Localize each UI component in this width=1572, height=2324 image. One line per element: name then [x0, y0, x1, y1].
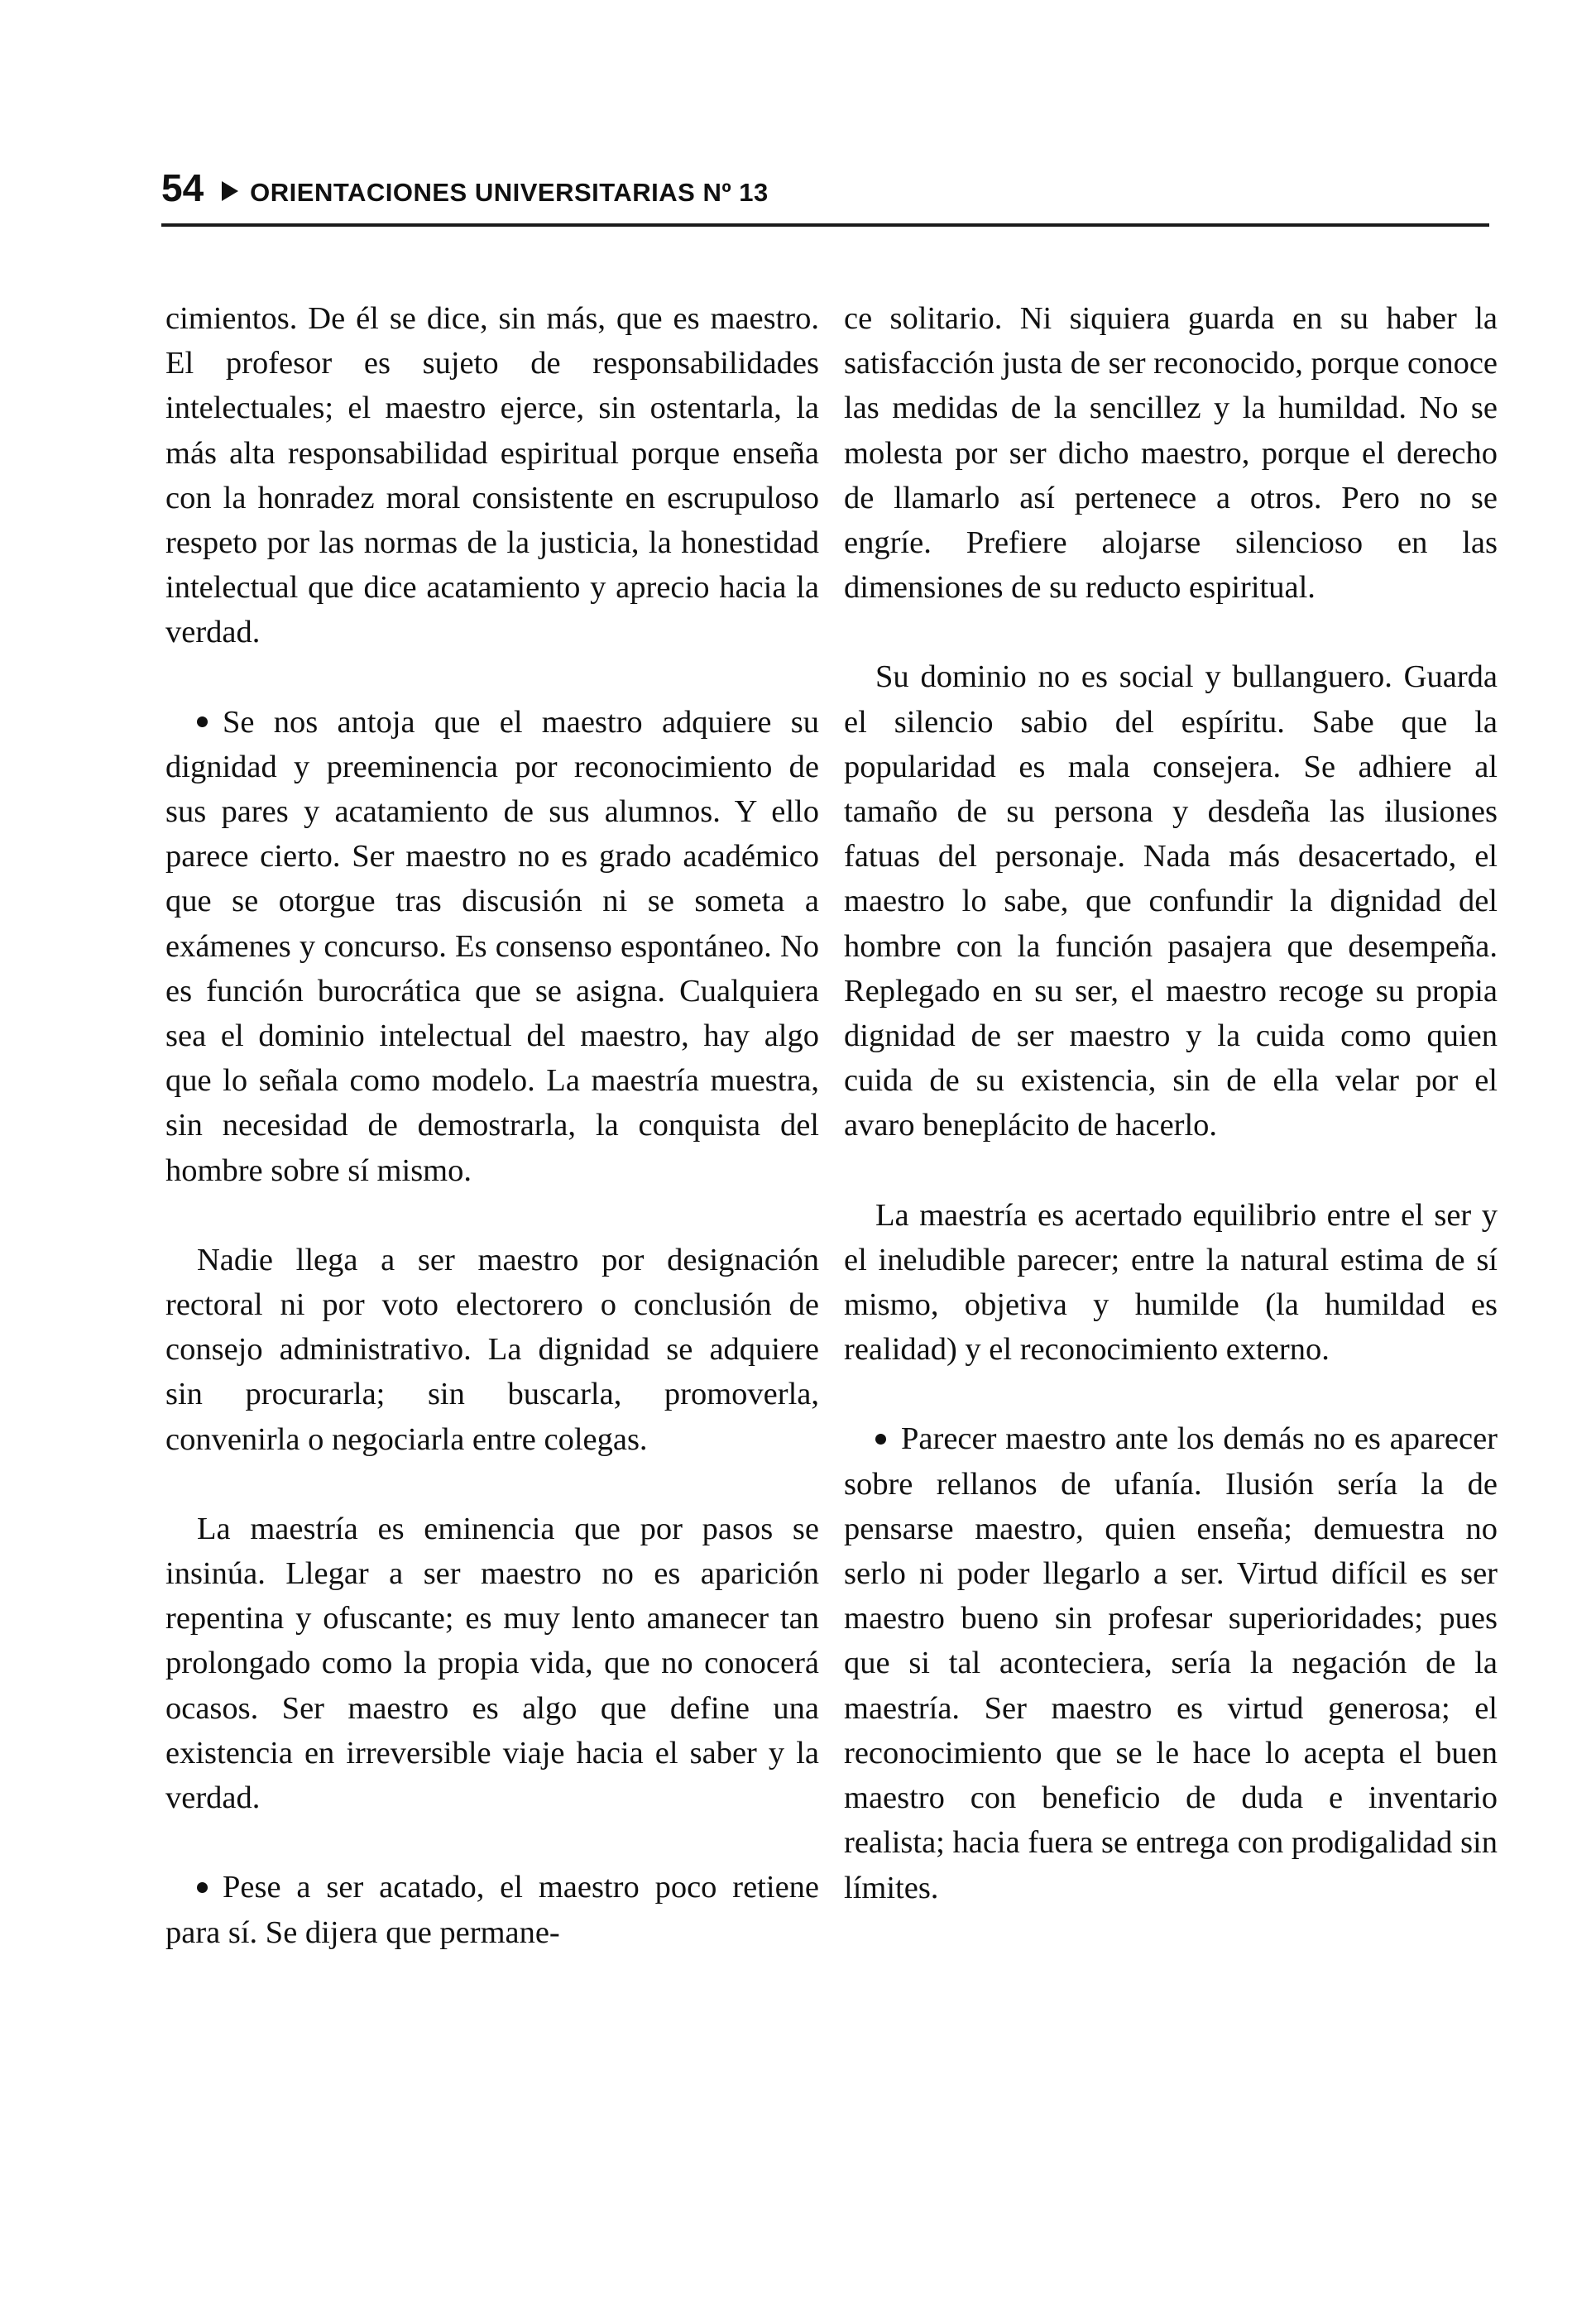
right-column — [844, 296, 1498, 1910]
bullet-icon — [197, 1882, 208, 1893]
paragraph-text: Se nos antoja que el maestro adquiere su dignidad y preeminencia por reconocimiento de sus pares y acatamiento de sus alumnos. Y ello parece cierto. Ser maestro no es grado académico que se otorgue tras discusión ni se someta a exámenes y concurso. Es consenso espontáneo. No es función burocrática que se asigna. Cualquiera sea el dominio intelectual del maestro, hay algo que lo señala como modelo. La maestría muestra, sin necesidad de demostrarla, la conquista del hombre sobre sí mismo. — [165, 704, 819, 1188]
running-header — [161, 165, 1489, 227]
arrow-right-icon — [222, 181, 238, 201]
page-number: 54 — [161, 166, 204, 209]
journal-title: ORIENTACIONES UNIVERSITARIAS Nº 13 — [250, 178, 769, 207]
bullet-paragraph — [165, 1865, 819, 1954]
left-column — [165, 296, 819, 1955]
paragraph-text: Parecer maestro ante los demás no es aparecer sobre rellanos de ufanía. Ilusión sería la de pensarse maestro, quien enseña; demuestra no serlo ni poder llegarlo a ser. Virtud difícil es ser maestro bueno sin profesar superioridades; pues que si tal aconteciera, sería la negación de la maestría. Ser maestro es virtud generosa; el reconocimiento que se le hace lo acepta el buen maestro con beneficio de duda e inventario realista; hacia fuera se entrega con prodigalidad sin límites. — [844, 1421, 1498, 1905]
bullet-icon — [197, 716, 208, 727]
paragraph: cimientos. De él se dice, sin más, que es maestro. El profesor es sujeto de responsabilidades intelectuales; el maestro ejerce, sin ostentarla, la más alta responsabilidad espiritual porque enseña con la honradez moral consistente en escrupuloso respeto por las normas de la justicia, la honestidad intelectual que dice acatamiento y aprecio hacia la verdad. — [165, 301, 819, 650]
paragraph: La maestría es eminencia que por pasos se insinúa. Llegar a ser maestro no es aparición repentina y ofuscante; es muy lento amanecer tan prolongado como la propia vida, que no conocerá ocasos. Ser maestro es algo que define una existencia en irreversible viaje hacia el saber y la verdad. — [165, 1511, 819, 1816]
bullet-paragraph — [165, 700, 819, 1193]
paragraph: Su dominio no es social y bullanguero. Guarda el silencio sabio del espíritu. Sabe que la popularidad es mala consejera. Se adhiere al tamaño de su persona y desdeña las ilusiones fatuas del personaje. Nada más desacertado, el maestro lo sabe, que confundir la dignidad del hombre con la función pasajera que desempeña. Replegado en su ser, el maestro recoge su propia dignidad de ser maestro y la cuida como quien cuida de su existencia, sin de ella velar por el avaro beneplácito de hacerlo. — [844, 659, 1498, 1143]
paragraph: La maestría es acertado equilibrio entre el ser y el ineludible parecer; entre la natural estima de sí mismo, objetiva y humilde (la humildad es realidad) y el reconocimiento externo. — [844, 1197, 1498, 1368]
paragraph-text: Pese a ser acatado, el maestro poco retiene para sí. Se dijera que permane- — [165, 1870, 819, 1950]
paragraph: ce solitario. Ni siquiera guarda en su haber la satisfacción justa de ser reconocido, porque conoce las medidas de la sencillez y la humildad. No se molesta por ser dicho maestro, porque el derecho de llamarlo así pertenece a otros. Pero no se engríe. Prefiere alojarse silencioso en las dimensiones de su reducto espiritual. — [844, 301, 1498, 606]
bullet-paragraph — [844, 1416, 1498, 1910]
paragraph: Nadie llega a ser maestro por designación rectoral ni por voto electorero o conclusión de consejo administrativo. La dignidad se adquiere sin procurarla; sin buscarla, promoverla, convenirla o negociarla entre colegas. — [165, 1242, 819, 1457]
bullet-icon — [875, 1434, 886, 1445]
